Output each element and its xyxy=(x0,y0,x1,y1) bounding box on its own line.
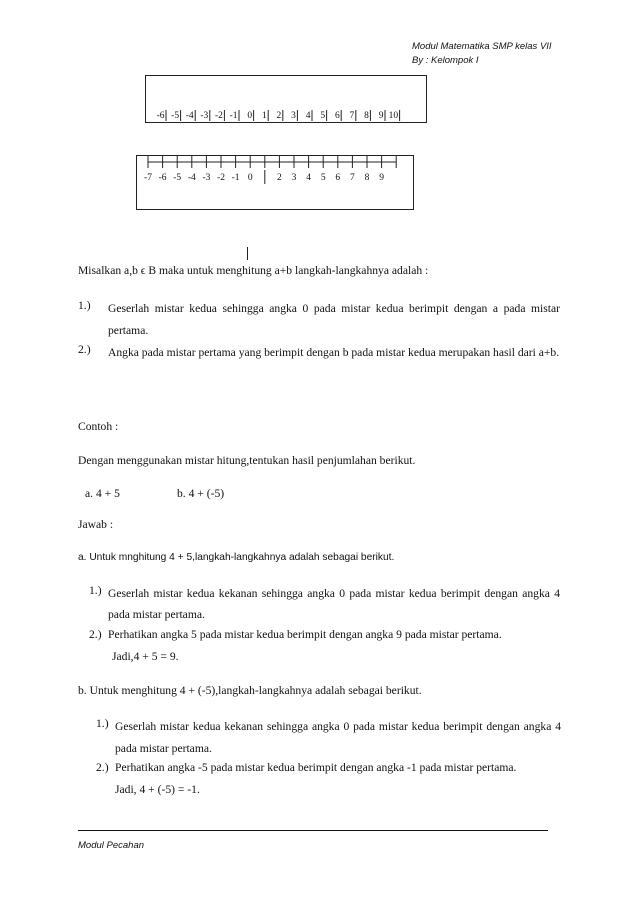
page-header xyxy=(412,40,552,68)
problem-a: a. 4 + 5 xyxy=(85,487,120,500)
header-title: Modul Matematika SMP kelas VII xyxy=(412,41,552,52)
part-b-step-1-text: Geserlah mistar kedua kekanan sehingga angka 0 pada mistar kedua berimpit dengan angka 4 pada mistar pertama. xyxy=(115,720,561,755)
part-b-conclusion: Jadi, 4 + (-5) = -1. xyxy=(115,783,200,796)
ruler-top-label: -5 xyxy=(171,111,180,121)
ruler-bottom-label: -6 xyxy=(158,173,167,183)
ruler-top-label: -4 xyxy=(185,111,194,121)
ruler-bottom-label: 9 xyxy=(379,173,384,183)
ruler-top-marks xyxy=(146,76,426,122)
ruler-top-label: 1 xyxy=(261,111,267,121)
ruler-bottom-label: 5 xyxy=(320,173,326,183)
ruler-top-label: 0 xyxy=(247,111,253,121)
ruler-bottom-label: 6 xyxy=(335,173,341,183)
footer-text: Modul Pecahan xyxy=(78,840,145,851)
ruler-bottom-label: 3 xyxy=(291,173,297,183)
part-b-step-2-text: Perhatikan angka -5 pada mistar kedua berimpit dengan angka -1 pada mistar pertama. xyxy=(115,761,517,774)
part-a-step-2-text: Perhatikan angka 5 pada mistar kedua berimpit dengan angka 9 pada mistar pertama. xyxy=(108,628,502,641)
ruler-top-label: -2 xyxy=(214,111,223,121)
part-b-title: b. Untuk menghitung 4 + (-5),langkah-langkahnya adalah sebagai berikut. xyxy=(78,684,422,697)
ruler-bottom-label: -7 xyxy=(144,173,152,183)
ruler-top-label: 6 xyxy=(334,111,340,121)
ruler-top-label: 8 xyxy=(364,111,369,121)
part-a-step-1-text: Geserlah mistar kedua kekanan sehingga angka 0 pada mistar kedua berimpit dengan angka 4 pada mistar pertama. xyxy=(108,587,560,621)
step-2-number: 2.) xyxy=(78,343,91,356)
part-a-step-2-number: 2.) xyxy=(89,628,102,641)
ruler-top-label: -6 xyxy=(156,111,165,121)
step-2-text: Angka pada mistar pertama yang berimpit dengan b pada mistar kedua merupakan hasil dari a+b. xyxy=(108,346,560,359)
ruler-bottom-label: -1 xyxy=(231,173,240,183)
part-a-step-1-number: 1.) xyxy=(89,584,102,597)
ruler-top-label: -1 xyxy=(229,111,238,121)
instruction-text: Dengan menggunakan mistar hitung,tentukan hasil penjumlahan berikut. xyxy=(78,454,416,467)
ruler-bottom-label: 0 xyxy=(247,173,253,183)
ruler-bottom-label: 7 xyxy=(350,173,355,183)
intro-text: Misalkan a,b ϵ B maka untuk menghitung a+b langkah-langkahnya adalah : xyxy=(78,264,429,277)
ruler-bottom-label: -5 xyxy=(173,173,182,183)
ruler-top-label: 5 xyxy=(320,111,326,121)
ruler-top-label: 10 xyxy=(388,111,399,121)
ruler-bottom-label: 4 xyxy=(306,173,311,183)
ruler-bottom-label: -3 xyxy=(202,173,211,183)
part-a-conclusion: Jadi,4 + 5 = 9. xyxy=(112,650,179,663)
ruler-top-label: 4 xyxy=(305,111,311,121)
step-1-number: 1.) xyxy=(78,299,91,312)
ruler-bottom xyxy=(136,155,414,210)
ruler-top-label: 2 xyxy=(276,111,282,121)
ruler-bottom-label: -4 xyxy=(187,173,196,183)
part-b-step-1-number: 1.) xyxy=(96,717,109,730)
jawab-heading: Jawab : xyxy=(78,518,114,531)
ruler-top-label: -3 xyxy=(200,111,209,121)
ruler-bottom-label: 8 xyxy=(364,173,370,183)
stray-tick xyxy=(247,247,248,260)
ruler-top-label: 7 xyxy=(349,111,355,121)
ruler-bottom-label: 2 xyxy=(277,173,282,183)
problem-b: b. 4 + (-5) xyxy=(177,487,225,500)
part-a-title: a. Untuk mnghitung 4 + 5,langkah-langkahnya adalah sebagai berikut. xyxy=(78,552,395,563)
step-1-text: Geserlah mistar kedua sehingga angka 0 pada mistar kedua berimpit dengan a pada mistar pertama. xyxy=(108,302,560,337)
contoh-heading: Contoh : xyxy=(78,420,119,433)
ruler-top xyxy=(145,75,427,123)
header-author: By : Kelompok I xyxy=(412,55,479,66)
part-b-step-2-number: 2.) xyxy=(96,761,109,774)
ruler-bottom-label: -2 xyxy=(217,173,225,183)
ruler-bottom-marks xyxy=(137,156,413,209)
footer-rule xyxy=(78,830,548,831)
ruler-top-label: 9 xyxy=(378,111,384,121)
ruler-top-label: 3 xyxy=(291,111,296,121)
